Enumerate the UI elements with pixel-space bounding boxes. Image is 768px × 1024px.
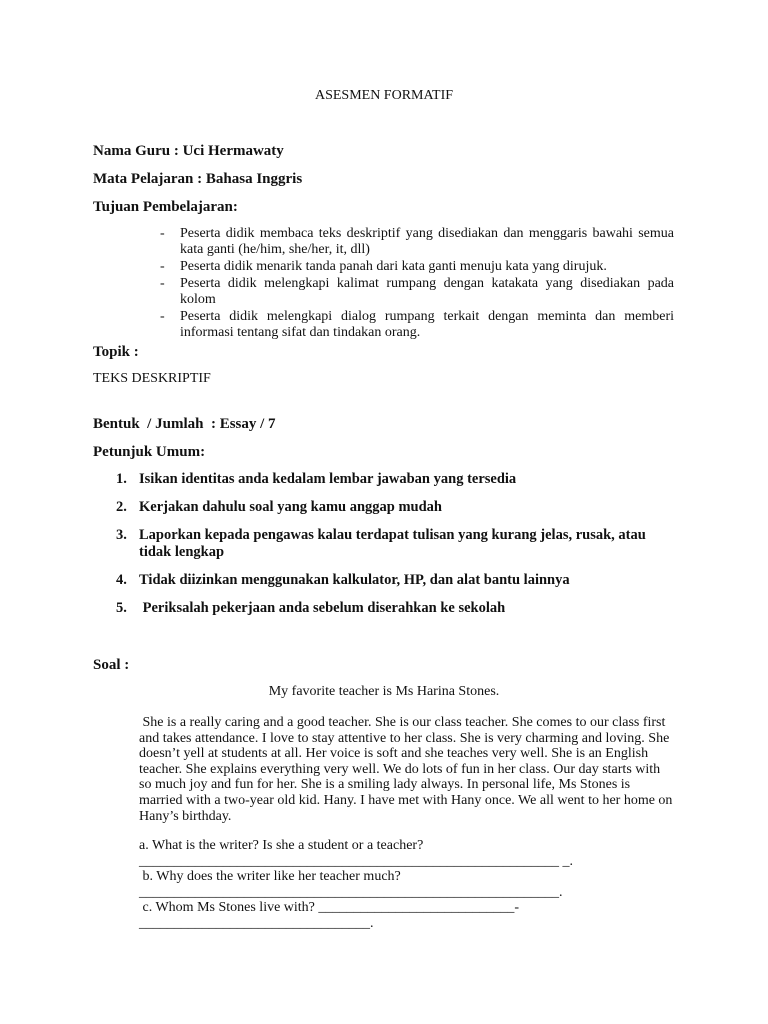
learning-objectives-list: [160, 226, 674, 342]
passage-title: My favorite teacher is Ms Harina Stones.: [268, 684, 500, 699]
answer-line-a: ____________________________________________________________ _.: [139, 854, 573, 869]
general-instructions-list: [116, 471, 676, 628]
document-title: ASESMEN FORMATIF: [314, 88, 454, 103]
list-item: - Peserta didik melengkapi dialog rumpang terkait dengan meminta dan memberi informasi tentang sifat dan tindakan orang.: [160, 309, 674, 340]
question-b: b. Why does the writer like her teacher much?: [139, 869, 401, 884]
list-item: 5. Periksalah pekerjaan anda sebelum diserahkan ke sekolah: [116, 600, 506, 616]
list-item: 1. Isikan identitas anda kedalam lembar jawaban yang tersedia: [116, 471, 517, 487]
answer-line-b: ____________________________________________________________.: [139, 885, 563, 900]
question-c: c. Whom Ms Stones live with? ____________________________-: [139, 900, 520, 915]
topic-value: TEKS DESKRIPTIF: [93, 371, 211, 386]
subject: Mata Pelajaran : Bahasa Inggris: [93, 171, 303, 187]
list-item: - Peserta didik menarik tanda panah dari kata ganti menuju kata yang dirujuk.: [160, 259, 607, 274]
question-a: a. What is the writer? Is she a student or a teacher?: [139, 838, 424, 853]
list-item: 3. Laporkan kepada pengawas kalau terdapat tulisan yang kurang jelas, rusak, atau tidak lengkap: [116, 527, 646, 560]
list-item: 4. Tidak diizinkan menggunakan kalkulator, HP, dan alat bantu lainnya: [116, 572, 570, 588]
learning-objectives-label: Tujuan Pembelajaran:: [93, 199, 238, 215]
topic-label: Topik :: [93, 344, 139, 360]
questions-label: Soal :: [93, 657, 130, 673]
list-item: 2. Kerjakan dahulu soal yang kamu anggap mudah: [116, 499, 442, 515]
list-item: - Peserta didik membaca teks deskriptif yang disediakan dan menggaris bawahi semua kata ganti (he/him, she/her, it, dll): [160, 226, 674, 257]
list-item: - Peserta didik melengkapi kalimat rumpang dengan katakata yang disediakan pada kolom: [160, 276, 674, 307]
general-instructions-label: Petunjuk Umum:: [93, 444, 206, 460]
form-count: Bentuk / Jumlah : Essay / 7: [93, 416, 276, 432]
answer-line-c: _________________________________.: [139, 916, 374, 931]
passage-text: She is a really caring and a good teacher. She is our class teacher. She comes to our class first and takes attendance. I love to stay attentive to her class. She is very charming and loving. She doesn’t yell at students at all. Her voice is soft and she teaches very well. She is an English teacher. She explains everything very well. We do lots of fun in her class. Our day starts with so much joy and fun for her. She is a smiling lady always. In personal life, Ms Stones is married with a two-year old kid. Hany. I have met with Hany once. We all went to her home on Hany’s birthday.: [139, 715, 676, 824]
teacher-name: Nama Guru : Uci Hermawaty: [93, 143, 284, 159]
